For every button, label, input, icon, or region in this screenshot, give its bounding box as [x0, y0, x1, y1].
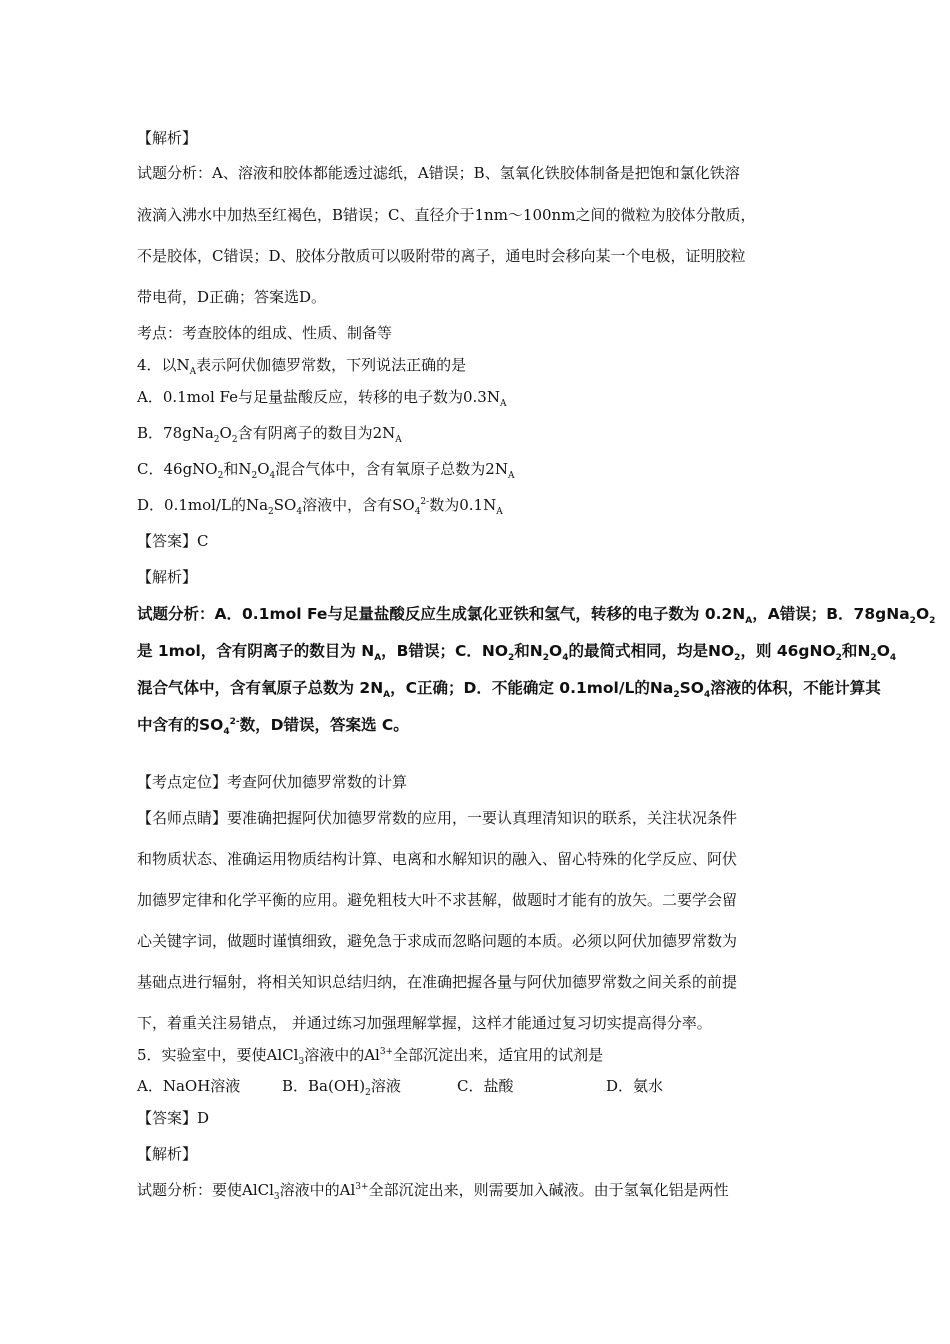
analysis-heading: 【解析】 [137, 129, 198, 147]
analysis-line: 不是胶体，C错误；D、胶体分散质可以吸附带的离子，通电时会移向某一个电极，证明胶粒 [137, 247, 746, 265]
question-5-answer: 【答案】D [137, 1109, 210, 1127]
question-5-stem: 5．实验室中，要使AlCl$_3$溶液中的$Al^{3+}$全部沉淀出来，适宜用的试剂是 [137, 1046, 604, 1067]
question-5-option-b: B．$Ba(OH)_2$溶液 [282, 1077, 401, 1098]
question-4-option-c: C．46gNO$_2$和$N_2O_4$混合气体中，含有氧原子总数为$2N_A$ [137, 460, 515, 481]
mingshi-line: 和物质状态、准确运用物质结构计算、电离和水解知识的融入、留心特殊的化学反应、阿伏 [137, 850, 738, 868]
question-5-analysis-heading: 【解析】 [137, 1145, 198, 1163]
mingshi-line: 【名师点睛】要准确把握阿伏加德罗常数的应用，一要认真理清知识的联系，关注状况条件 [137, 809, 738, 827]
question-4-answer: 【答案】C [137, 532, 209, 550]
mingshi-line: 加德罗定律和化学平衡的应用。避免粗枝大叶不求甚解，做题时才能有的放矢。二要学会留 [137, 891, 738, 909]
kaodian-dingwei: 【考点定位】考查阿伏加德罗常数的计算 [137, 773, 408, 791]
mingshi-line: 心关键字词，做题时谨慎细致，避免急于求成而忽略问题的本质。必须以阿伏加德罗常数为 [137, 932, 738, 950]
mingshi-line: 下，着重关注易错点， 并通过练习加强理解掌握，这样才能通过复习切实提高得分率。 [137, 1014, 712, 1032]
question-4-stem: 4．以$N_A$表示阿伏伽德罗常数，下列说法正确的是 [137, 356, 467, 377]
question-5-option-a: A．NaOH溶液 [137, 1077, 241, 1095]
analysis-line: 液滴入沸水中加热至红褐色，B错误；C、直径介于1nm～100nm之间的微粒为胶体分散质， [137, 206, 756, 224]
question-4-analysis-line: 混合气体中，含有氧原子总数为 $2N_A$，C正确；D．不能确定 0.1mol/L的$Na_2SO_4$溶液的体积，不能计算其 [137, 679, 881, 701]
question-5-option-d: D．氨水 [606, 1077, 664, 1095]
analysis-line: 试题分析：A、溶液和胶体都能透过滤纸，A错误；B、氢氧化铁胶体制备是把饱和氯化铁溶 [137, 164, 740, 182]
question-5-option-c: C．盐酸 [457, 1077, 514, 1095]
question-4-analysis-line: 中含有的$SO_4^{2-}$数，D错误，答案选 C。 [137, 716, 409, 738]
question-5-analysis-line: 试题分析：要使AlCl$_3$溶液中的$Al^{3+}$全部沉淀出来，则需要加入碱液。由于氢氧化铝是两性 [137, 1181, 729, 1202]
kaodian-line: 考点：考查胶体的组成、性质、制备等 [137, 324, 393, 342]
question-4-analysis-line: 试题分析：A．0.1mol Fe与足量盐酸反应生成氯化亚铁和氢气，转移的电子数为 $0.2N_A$，A错误；B．$78gNa_2O_2$ [137, 605, 936, 627]
question-4-option-b: B．$78gNa_2O_2$含有阴离子的数目为$2N_A$ [137, 424, 402, 445]
question-4-option-a: A．0.1mol Fe与足量盐酸反应，转移的电子数为$0.3N_A$ [137, 388, 507, 409]
analysis-line: 带电荷，D正确；答案选D。 [137, 288, 327, 306]
question-4-option-d: D．0.1mol/L的$Na_2SO_4$溶液中，含有$SO_4^{2-}$数为$0.1N_A$ [137, 496, 503, 517]
question-4-analysis-line: 是 1mol，含有阴离子的数目为 $N_A$，B错误；C．$NO_2$和$N_2O_4$的最简式相同，均是$NO_2$，则 46gNO$_2$和$N_2O_4$ [137, 642, 897, 664]
question-4-analysis-heading: 【解析】 [137, 568, 198, 586]
mingshi-line: 基础点进行辐射，将相关知识总结归纳，在准确把握各量与阿伏加德罗常数之间关系的前提 [137, 973, 738, 991]
